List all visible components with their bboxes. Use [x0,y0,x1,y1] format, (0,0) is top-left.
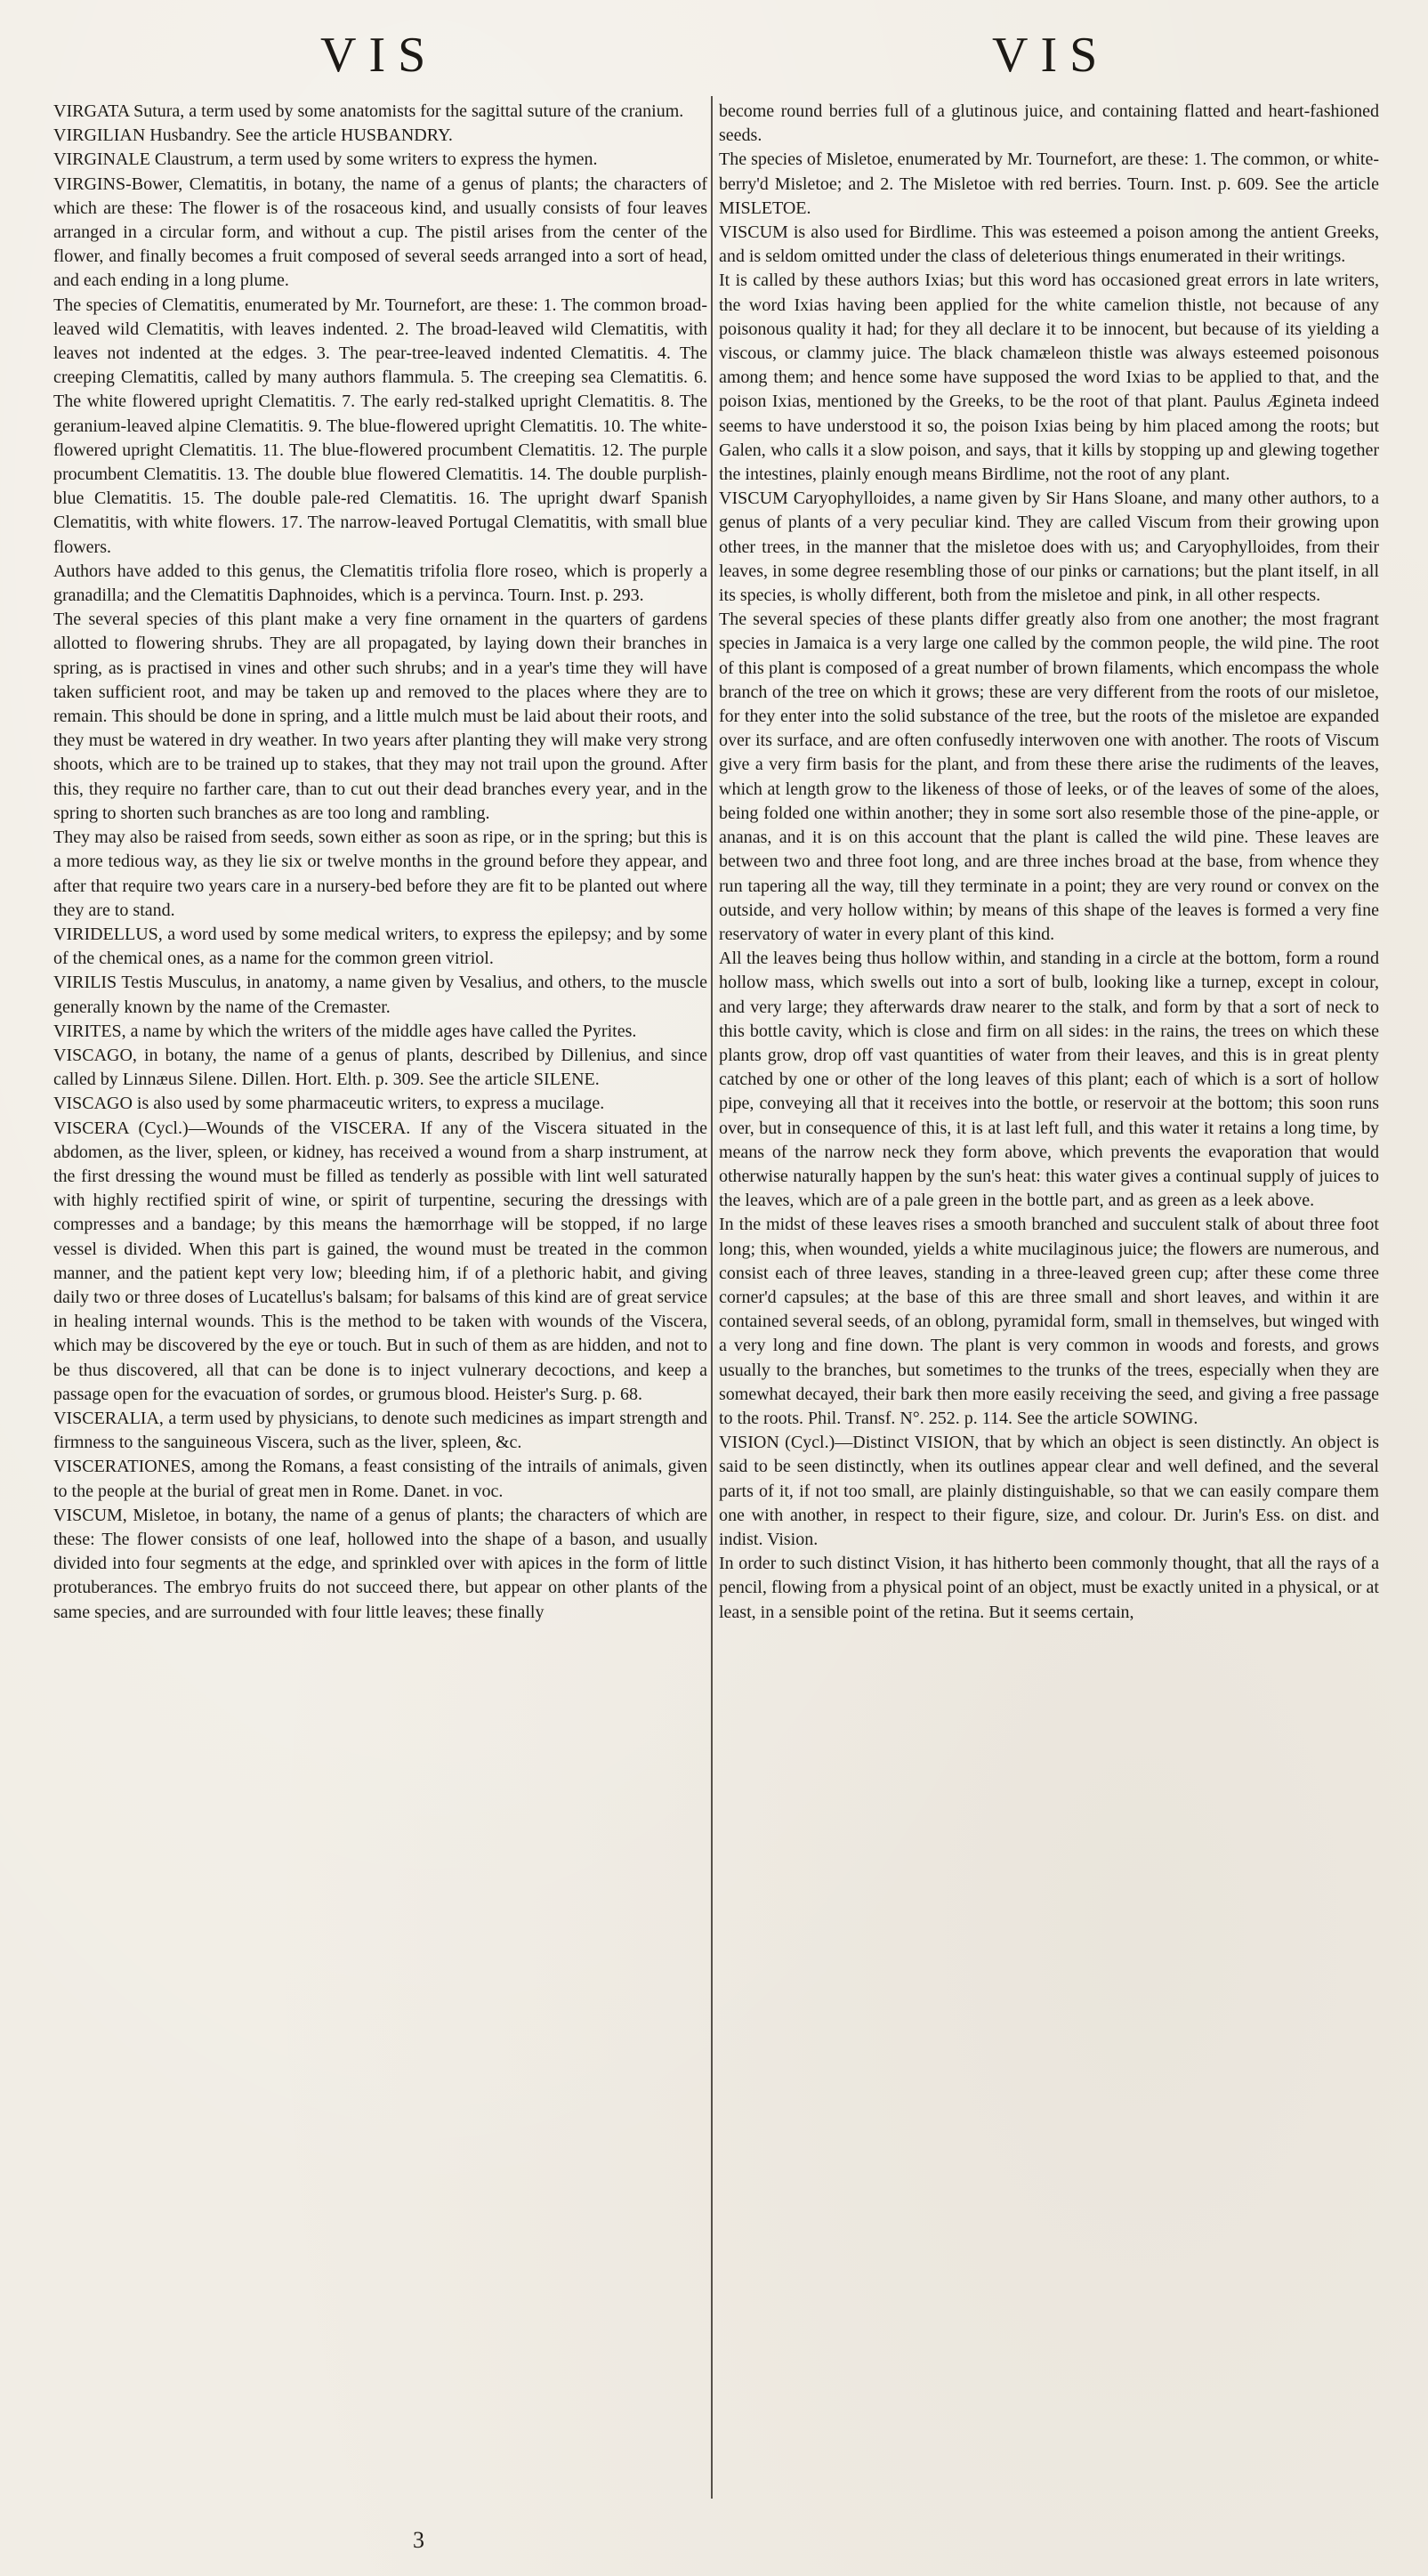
paragraph: The several species of this plant make a very fine ornament in the quarters of gardens allotted to flowering shrubs. They are all propagated, by laying down their branches in spring, as is practised in vines and other such shrubs; and in a year's time they will have taken sufficient root, and may be taken up and removed to the places where they are to remain. This should be done in spring, and a little mulch must be laid about their roots, and they must be watered in dry weather. In two years after planting they will make very strong shoots, which are to be trained up to stakes, that they may not trail upon the ground. After this, they require no farther care, than to cut out their dead branches every year, and in the spring to shorten such branches as are too long and rambling. [53,610,707,823]
left-column [53,100,707,1625]
paragraph: VIRITES, a name by which the writers of the middle ages have called the Pyrites. [53,1021,637,1041]
paragraph: VIRGATA Sutura, a term used by some anatomists for the sagittal suture of the cranium. [53,101,684,121]
paragraph: VISCERALIA, a term used by physicians, to denote such medicines as impart strength and firmness to the sanguineous Viscera, such as the liver, spleen, &c. [53,1408,707,1453]
paragraph: They may also be raised from seeds, sown either as soon as ripe, or in the spring; but this is a more tedious way, as they lie six or twelve months in the ground before they appear, and after that require two years care in a nursery-bed before they are fit to be planted out where they are to stand. [53,828,707,920]
paragraph: The species of Misletoe, enumerated by Mr. Tournefort, are these: 1. The common, or white-berry'd Misletoe; and 2. The Misletoe with red berries. Tourn. Inst. p. 609. See the article MISLETOE. [719,149,1379,218]
paragraph: VIRGILIAN Husbandry. See the article HUSBANDRY. [53,125,453,146]
paragraph: VISCERATIONES, among the Romans, a feast consisting of the intrails of animals, given to the people at the burial of great men in Rome. Danet. in voc. [53,1457,707,1501]
paragraph: VISCUM Caryophylloides, a name given by Sir Hans Sloane, and many other authors, to a genus of plants of a very peculiar kind. They are called Viscum from their growing upon other trees, in the manner that the misletoe does with us; and Caryophylloides, from their leaves, in some degree resembling those of our pinks or carnations; but the plant itself, in all its species, is wholly different, both from the misletoe and pink, in all other respects. [719,489,1379,606]
paragraph: VISCUM, Misletoe, in botany, the name of a genus of plants; the characters of which are these: The flower consists of one leaf, hollowed into the shape of a bason, and usually divided into four segments at the edge, and sprinkled over with apices in the form of little protuberances. The embryo fruits do not succeed there, but appear on other plants of the same species, and are surrounded with four little leaves; these finally [53,1505,707,1622]
column-divider [711,96,713,2499]
paragraph: VIRGINS-Bower, Clematitis, in botany, the name of a genus of plants; the characters of which are these: The flower is of the rosaceous kind, and usually consists of four leaves arranged in a circular form, and without a cup. The pistil arises from the center of the flower, and finally becomes a fruit composed of several seeds arranged into a sort of head, and each ending in a long plume. [53,174,707,291]
paragraph: VISCAGO, in botany, the name of a genus of plants, described by Dillenius, and since called by Linnæus Silene. Dillen. Hort. Elth. p. 309. See the article SILENE. [53,1045,707,1090]
page-number: 3 [413,2527,424,2553]
paragraph: become round berries full of a glutinous juice, and containing flatted and heart-fashioned seeds. [719,101,1379,146]
paragraph: VIRGINALE Claustrum, a term used by some writers to express the hymen. [53,149,598,170]
right-column [719,100,1379,1625]
paragraph: The several species of these plants differ greatly also from one another; the most fragrant species in Jamaica is a very large one called by the common people, the wild pine. The root of this plant is composed of a great number of brown filaments, which encompass the whole branch of the tree on which it grows; these are very different from the roots of our misletoe, for they enter into the solid substance of the tree, but the roots of the misletoe are expanded over its surface, and are often confusedly interwoven one with another. The roots of Viscum give a very firm basis for the plant, and from these there arise the rudiments of the leaves, which at length grow to the likeness of those of leeks, or of the leaves of some of the aloes, being folded one within another; they in some sort also resemble those of the pine-apple, or ananas, and it is on this account that the plant is called the wild pine. These leaves are between two and three foot long, and are three inches broad at the base, from whence they run tapering all the way, till they terminate in a point; they are very round or convex on the outside, and very hollow within; by means of this shape of the leaves is formed a very fine reservatory of water in every plant of this kind. [719,610,1379,944]
paragraph: It is called by these authors Ixias; but this word has occasioned great errors in late writers, the word Ixias having been applied for the white camelion thistle, not because of any poisonous quality it had; for they all declare it to be innocent, but because of its yielding a viscous, or clammy juice. The black chamæleon thistle was always esteemed poisonous among them; and hence some have supposed the word Ixias to be applied to that, and the poison Ixias, mentioned by the Greeks, to be the root of that plant. Paulus Ægineta indeed seems to have understood it so, the poison Ixias being by him placed among the roots; but Galen, who calls it a slow poison, and says, that it kills by stopping up and glewing together the intestines, plainly enough means Birdlime, not the root of any plant. [719,271,1379,485]
paragraph: In the midst of these leaves rises a smooth branched and succulent stalk of about three foot long; this, when wounded, yields a white mucilaginous juice; the flowers are numerous, and consist each of three leaves, standing in a three-leaved green cup; after these come three corner'd capsules; at the base of this are three small and short leaves, and within it are contained several seeds, of an oblong, pyramidal form, small in themselves, but winged with a very long and fine down. The plant is very common in woods and forests, and grows usually to the branches, but sometimes to the trunks of the trees, especially when they are somewhat decayed, their bark then more easily receiving the seed, and giving a free passage to the roots. Phil. Transf. N°. 252. p. 114. See the article SOWING. [719,1215,1379,1428]
paragraph: In order to such distinct Vision, it has hitherto been commonly thought, that all the rays of a pencil, flowing from a physical point of an object, must be exactly united in a physical, or at least, in a sensible point of the retina. But it seems certain, [719,1554,1379,1622]
running-head-left: VIS [320,28,439,83]
paragraph: VISCERA (Cycl.)—Wounds of the VISCERA. If any of the Viscera situated in the abdomen, as the liver, spleen, or kidney, has received a wound from a sharp instrument, at the first dressing the wound must be filled as tenderly as possible with lint well saturated with highly rectified spirit of wine, or spirit of turpentine, securing the dressings with compresses and a bandage; by this means the hæmorrhage will be stopped, if no large vessel is divided. When this part is gained, the wound must be treated in the common manner, and the patient kept very low; bleeding him, if of a plethoric habit, and giving daily two or three doses of Lucatellus's balsam; for balsams of this kind are of great service in healing internal wounds. This is the method to be taken with wounds of the Viscera, which may be discovered by the eye or touch. But in such of them as are hidden, and not to be thus discovered, all that can be done is to inject vulnerary decoctions, and keep a passage open for the evacuation of sordes, or grumous blood. Heister's Surg. p. 68. [53,1118,707,1404]
paragraph: VISCAGO is also used by some pharmaceutic writers, to express a mucilage. [53,1094,605,1114]
paragraph: VIRIDELLUS, a word used by some medical writers, to express the epilepsy; and by some of the chemical ones, as a name for the common green vitriol. [53,924,707,969]
paragraph: The species of Clematitis, enumerated by Mr. Tournefort, are these: 1. The common broad-leaved wild Clematitis, with leaves indented. 2. The broad-leaved wild Clematitis, with leaves not indented at the edges. 3. The pear-tree-leaved indented Clematitis. 4. The creeping Clematitis, called by many authors flammula. 5. The creeping sea Clematitis. 6. The white flowered upright Clematitis. 7. The early red-stalked upright Clematitis. 8. The geranium-leaved alpine Clematitis. 9. The blue-flowered upright Clematitis. 10. The white-flowered upright Clematitis. 11. The blue-flowered procumbent Clematitis. 12. The purple procumbent Clematitis. 13. The double blue flowered Clematitis. 14. The double purplish-blue Clematitis. 15. The double pale-red Clematitis. 16. The upright dwarf Spanish Clematitis, with white flowers. 17. The narrow-leaved Portugal Clematitis, with small blue flowers. [53,295,707,557]
paragraph: VISCUM is also used for Birdlime. This was esteemed a poison among the antient Greeks, and is seldom omitted under the class of deleterious things enumerated in their writings. [719,222,1379,267]
running-head-right: VIS [992,28,1110,83]
paragraph: VISION (Cycl.)—Distinct VISION, that by which an object is seen distinctly. An object is said to be seen distinctly, when its outlines appear clear and well defined, and the several parts of it, if not too small, are plainly distinguishable, so that we can easily compare them one with another, in respect to their figure, size, and colour. Dr. Jurin's Ess. on dist. and indist. Vision. [719,1433,1379,1549]
paragraph: VIRILIS Testis Musculus, in anatomy, a name given by Vesalius, and others, to the muscle generally known by the name of the Cremaster. [53,973,707,1017]
paragraph: Authors have added to this genus, the Clematitis trifolia flore roseo, which is properly a granadilla; and the Clematitis Daphnoides, which is a pervinca. Tourn. Inst. p. 293. [53,561,707,606]
paragraph: All the leaves being thus hollow within, and standing in a circle at the bottom, form a round hollow mass, which swells out into a sort of bulb, looking like a turnep, except in colour, and very large; they afterwards draw nearer to the stalk, and form by that a sort of neck to this bottle cavity, which is close and firm on all sides: in the rains, the trees on which these plants grow, drop off vast quantities of water from their leaves, and this is in great plenty catched by one or other of the long leaves of this plant; each of which is a sort of hollow pipe, conveying all that it receives into the bottle, or reservoir at the bottom; this soon runs over, but in consequence of this, it is at last left full, and this water it retains a long time, by means of the narrow neck they form above, which prevents the evaporation that would otherwise naturally happen by the sun's heat: this water gives a continual supply of juices to the leaves, which are of a pale green in the bottle part, and as green as a leek above. [719,949,1379,1211]
